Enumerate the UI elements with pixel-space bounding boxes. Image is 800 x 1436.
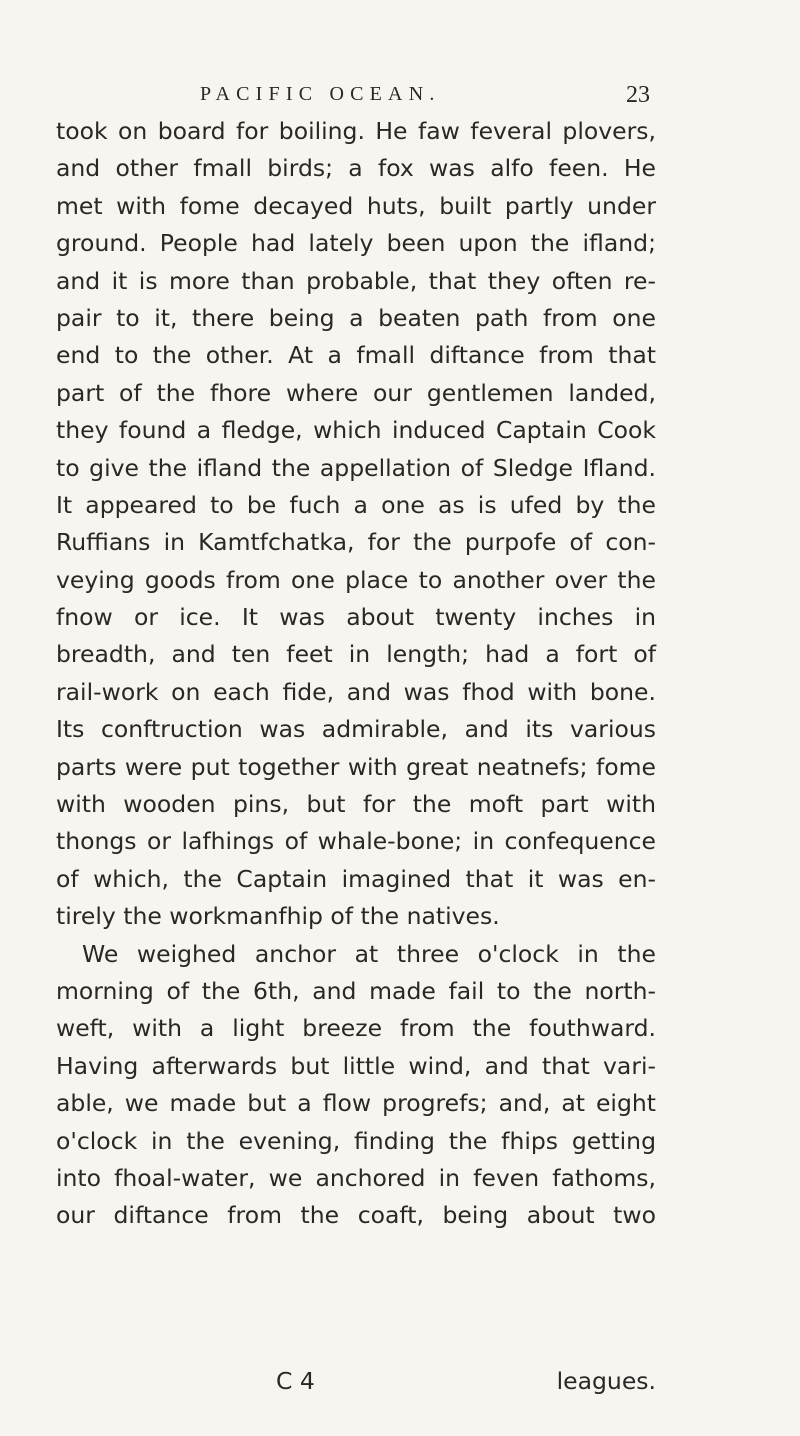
text-line: end to the other. At a fmall diftance from that — [56, 341, 656, 370]
text-line: took on board for boiling. He faw feveral plovers, — [56, 117, 656, 145]
text-line: parts were put together with great neatnefs; fome — [56, 752, 656, 781]
page-number: 23 — [626, 82, 650, 108]
text-line: rail-work on each fide, and was fhod with bone. — [56, 677, 656, 706]
text-line: into fhoal-water, we anchored in feven fathoms, — [56, 1163, 656, 1192]
text-line: Having afterwards but little wind, and that vari- — [56, 1051, 656, 1080]
signature-mark: C 4 — [276, 1367, 315, 1395]
text-line: our diftance from the coaft, being about two — [56, 1201, 656, 1230]
text-line: ground. People had lately been upon the ifland; — [56, 229, 656, 258]
text-line: met with fome decayed huts, built partly under — [56, 191, 656, 220]
text-line: able, we made but a flow progrefs; and, at eight — [56, 1089, 656, 1118]
text-line: to give the ifland the appellation of Sledge Ifland. — [56, 453, 656, 482]
text-line: and it is more than probable, that they often re- — [56, 266, 656, 295]
text-line: We weighed anchor at three o'clock in the — [82, 939, 656, 968]
running-head — [196, 82, 650, 112]
text-line: o'clock in the evening, finding the fhips getting — [56, 1126, 656, 1155]
text-line: with wooden pins, but for the moft part with — [56, 790, 656, 819]
text-line: It appeared to be fuch a one as is ufed by the — [56, 490, 656, 519]
page-footer — [56, 1363, 656, 1403]
text-line: of which, the Captain imagined that it was en- — [56, 864, 656, 893]
text-line: and other fmall birds; a fox was alfo feen. He — [56, 154, 656, 183]
body-text — [56, 113, 656, 1235]
text-line: pair to it, there being a beaten path from one — [56, 303, 656, 332]
text-line: veying goods from one place to another over the — [56, 565, 656, 594]
text-line: they found a fledge, which induced Captain Cook — [56, 416, 656, 445]
text-line: morning of the 6th, and made fail to the north- — [56, 976, 656, 1005]
text-line: thongs or lafhings of whale-bone; in confequence — [56, 827, 656, 856]
text-line: Ruffians in Kamtfchatka, for the purpofe of con- — [56, 528, 656, 557]
text-line: breadth, and ten feet in length; had a fort of — [56, 640, 656, 669]
text-line: part of the fhore where our gentlemen landed, — [56, 378, 656, 407]
text-line: Its conftruction was admirable, and its various — [56, 715, 656, 744]
text-line: weft, with a light breeze from the fouthward. — [56, 1014, 656, 1043]
catchword: leagues. — [556, 1367, 656, 1395]
text-line: tirely the workmanfhip of the natives. — [56, 902, 500, 931]
running-title: PACIFIC OCEAN. — [200, 83, 441, 105]
text-line: fnow or ice. It was about twenty inches in — [56, 603, 656, 632]
